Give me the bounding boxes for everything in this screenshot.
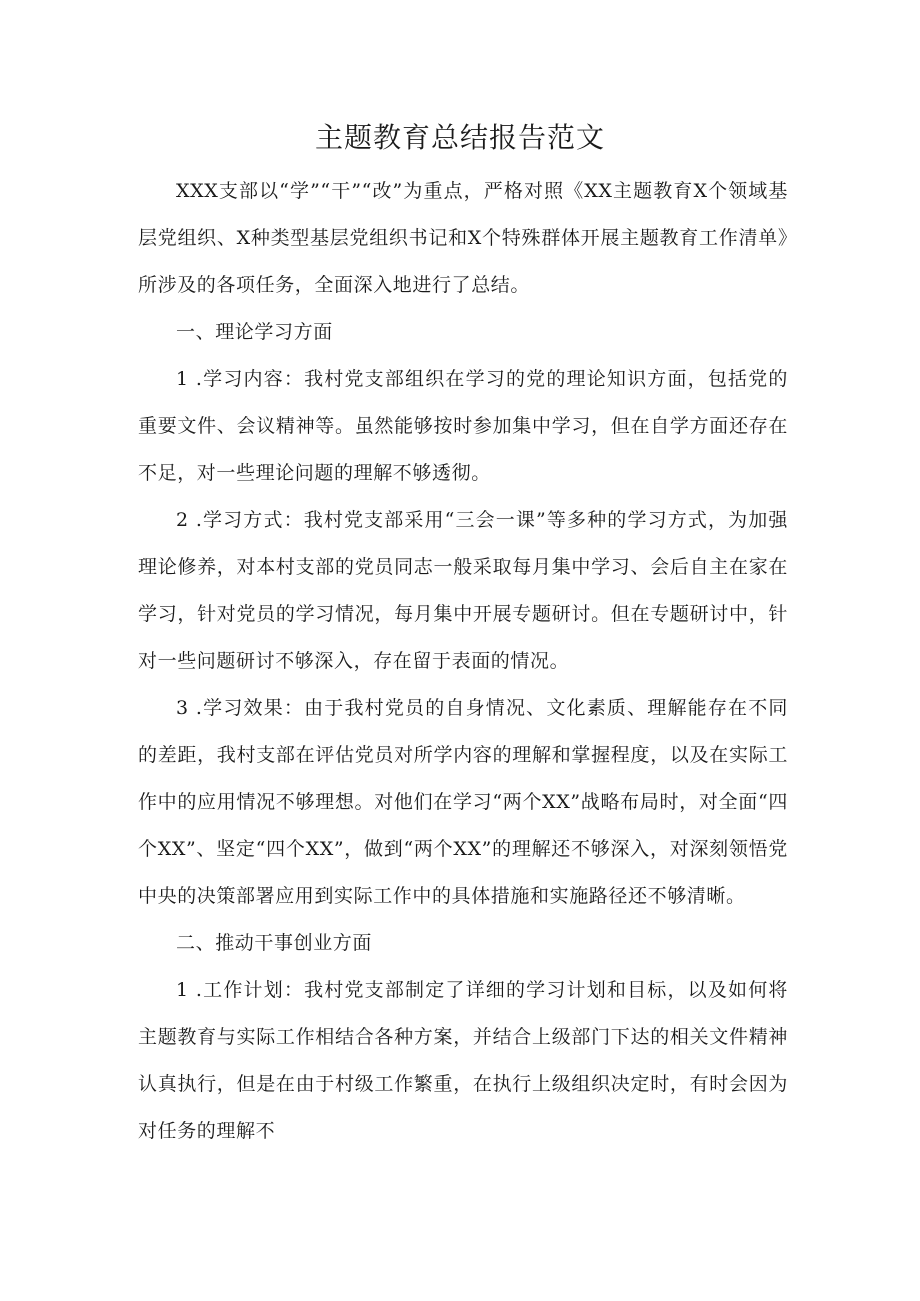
document-body xyxy=(138,168,788,1155)
paragraph-study-method: 2 .学习方式：我村党支部采用“三会一课”等多种的学习方式，为加强理论修养，对本村支部的党员同志一般采取每月集中学习、会后自主在家在学习，针对党员的学习情况，每月集中开展专题研讨。但在专题研讨中，针对一些问题研讨不够深入，存在留于表面的情况。 xyxy=(138,509,788,672)
section-heading-theory-study: 一、理论学习方面 xyxy=(176,321,333,343)
section-heading-entrepreneurship: 二、推动干事创业方面 xyxy=(176,932,373,954)
paragraph-study-content: 1 .学习内容：我村党支部组织在学习的党的理论知识方面，包括党的重要文件、会议精神等。虽然能够按时参加集中学习，但在自学方面还存在不足，对一些理论问题的理解不够透彻。 xyxy=(138,368,788,484)
document-title: 主题教育总结报告范文 xyxy=(314,121,605,154)
paragraph-study-effect: 3 .学习效果：由于我村党员的自身情况、文化素质、理解能存在不同的差距，我村支部在评估党员对所学内容的理解和掌握程度，以及在实际工作中的应用情况不够理想。对他们在学习“两个XX”战略布局时，对全面“四个XX”、坚定“四个XX”，做到“两个XX”的理解还不够深入，对深刻领悟党中央的决策部署应用到实际工作中的具体措施和实施路径还不够清晰。 xyxy=(138,697,788,907)
paragraph-work-plan: 1 .工作计划：我村党支部制定了详细的学习计划和目标，以及如何将主题教育与实际工作相结合各种方案，并结合上级部门下达的相关文件精神认真执行，但是在由于村级工作繁重，在执行上级组织决定时，有时会因为对任务的理解不 xyxy=(138,979,788,1142)
intro-paragraph: XXX支部以“学”“干”“改”为重点，严格对照《XX主题教育X个领域基层党组织、X种类型基层党组织书记和X个特殊群体开展主题教育工作清单》所涉及的各项任务，全面深入地进行了总结。 xyxy=(138,180,788,296)
